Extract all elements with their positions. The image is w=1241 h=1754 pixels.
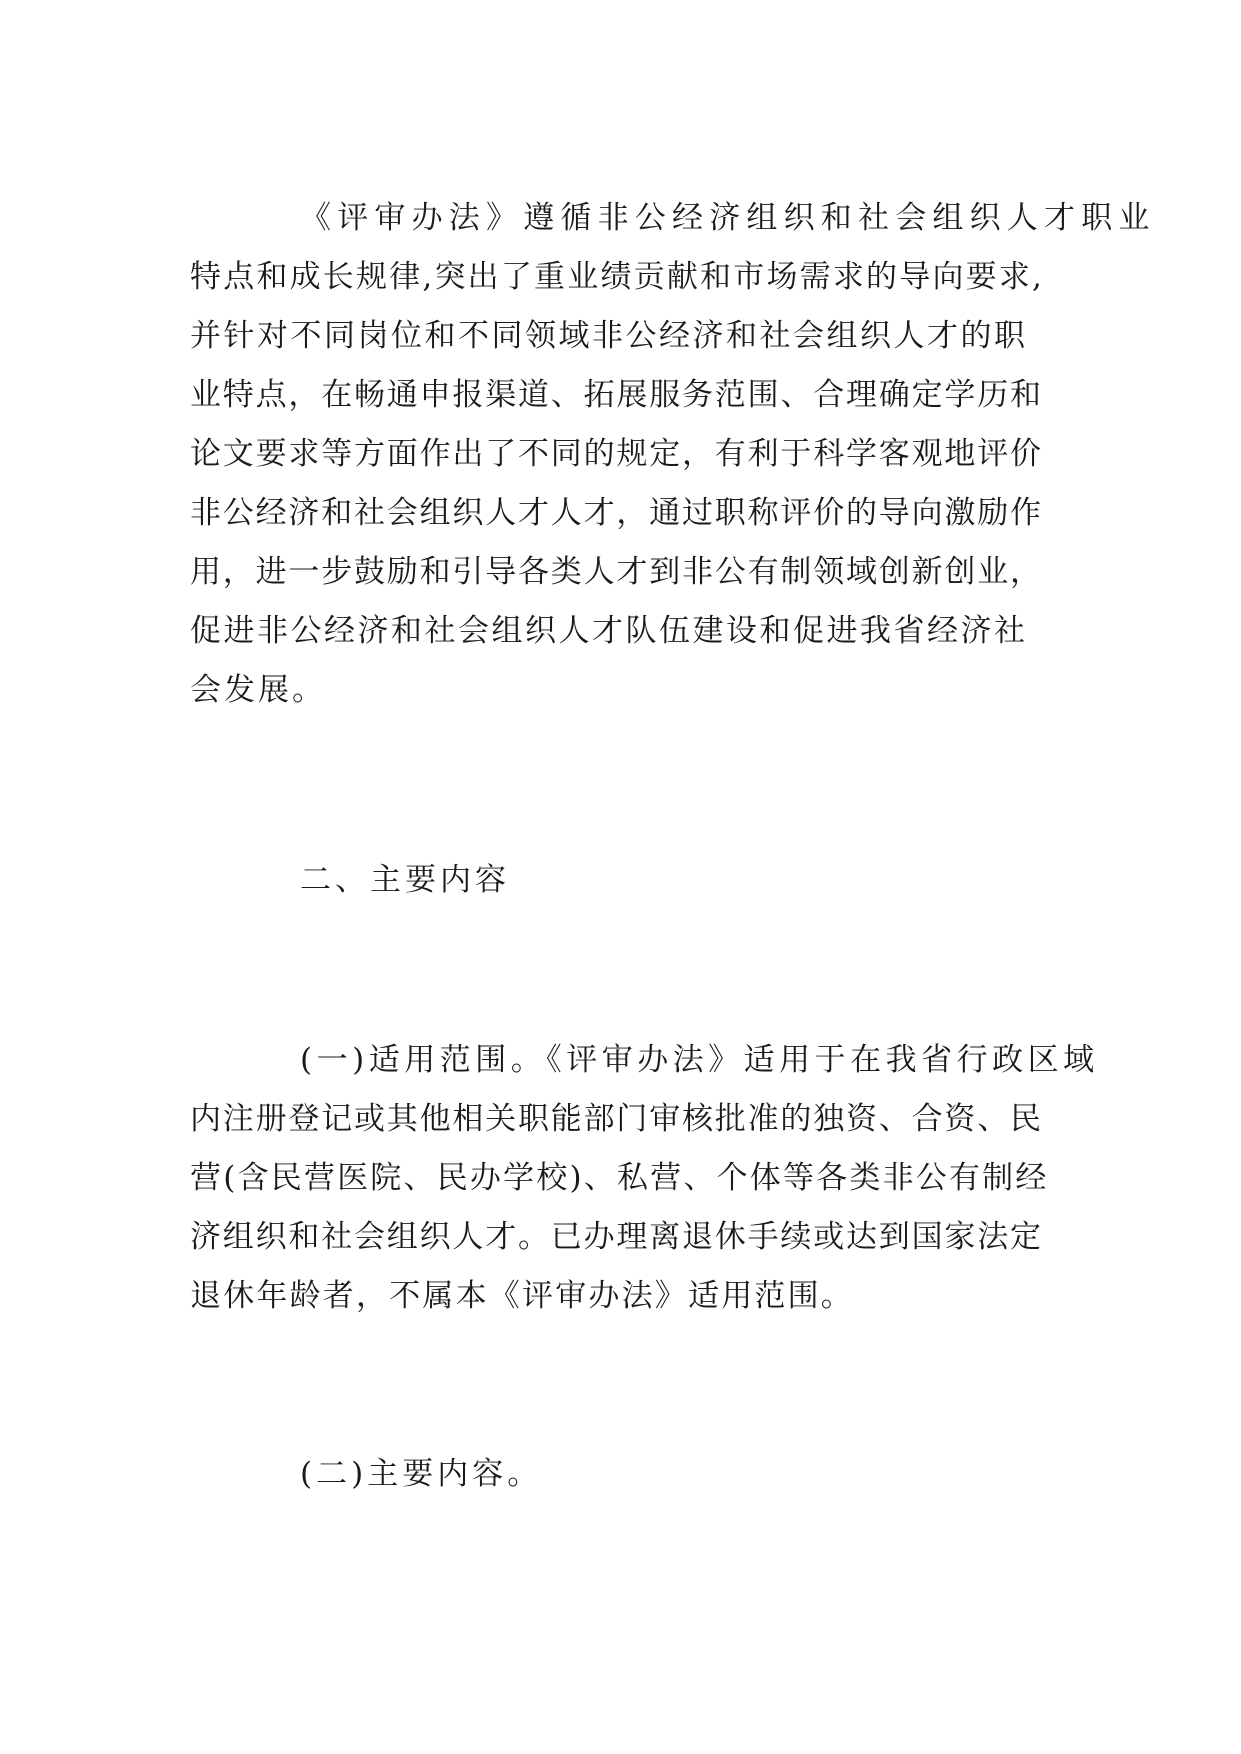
paragraph1-line-1: 《评审办法》遵循非公经济组织和社会组织人才职业 (300, 200, 1156, 236)
paragraph2-line-3: 营(含民营医院、民办学校)、私营、个体等各类非公有制经 (190, 1160, 1049, 1196)
paragraph1-line-3: 并针对不同岗位和不同领域非公经济和社会组织人才的职 (190, 318, 1028, 354)
paragraph1-line-6: 非公经济和社会组织人才人才，通过职称评价的导向激励作 (190, 495, 1043, 531)
paragraph2-line-5: 退休年龄者，不属本《评审办法》适用范围。 (190, 1278, 854, 1314)
paragraph2-line-2: 内注册登记或其他相关职能部门审核批准的独资、合资、民 (190, 1101, 1043, 1137)
paragraph2-line-4: 济组织和社会组织人才。已办理离退休手续或达到国家法定 (190, 1219, 1043, 1255)
paragraph1-line-9: 会发展。 (190, 672, 326, 708)
paragraph1-line-4: 业特点，在畅通申报渠道、拓展服务范围、合理确定学历和 (190, 377, 1043, 413)
paragraph2-line-1: (一)适用范围。《评审办法》适用于在我省行政区域 (300, 1042, 1099, 1078)
section-heading: 二、主要内容 (300, 862, 510, 898)
paragraph1-line-5: 论文要求等方面作出了不同的规定，有利于科学客观地评价 (190, 436, 1043, 472)
paragraph1-line-2: 特点和成长规律,突出了重业绩贡献和市场需求的导向要求, (190, 259, 1045, 295)
subsection-heading: (二)主要内容。 (300, 1456, 543, 1492)
paragraph1-line-7: 用，进一步鼓励和引导各类人才到非公有制领域创新创业， (190, 554, 1043, 590)
paragraph1-line-8: 促进非公经济和社会组织人才队伍建设和促进我省经济社 (190, 613, 1028, 649)
